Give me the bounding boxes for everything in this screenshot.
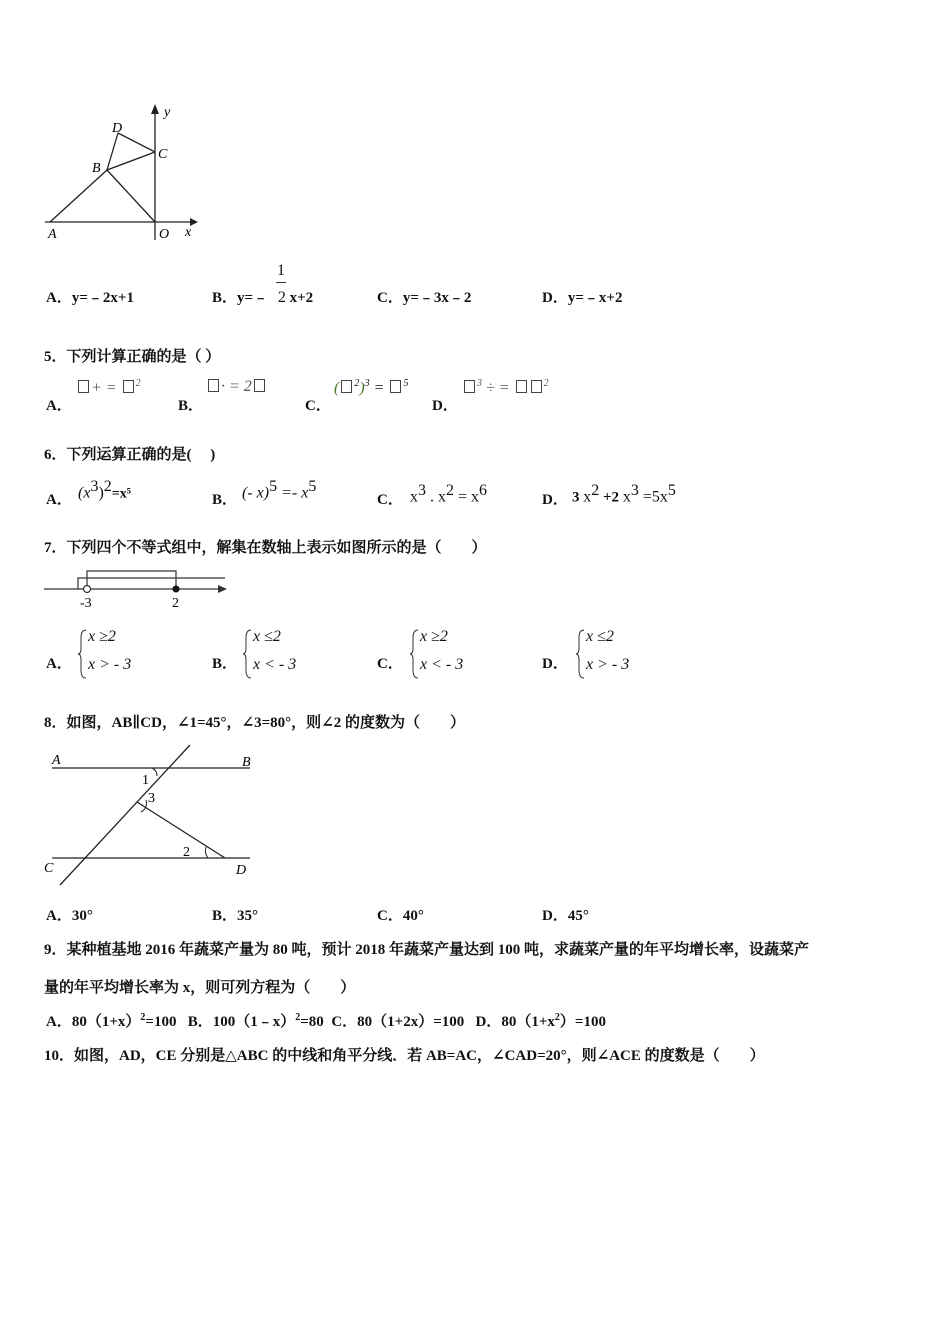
q7-option-b-system: x ≤2 x < - 3 — [243, 628, 323, 680]
q8-label-angle-3: 3 — [148, 791, 155, 806]
q6-option-a-expr: $(x^3)^2=x^5$ — [78, 478, 131, 502]
q7-option-a[interactable]: A． — [46, 656, 72, 672]
q7-option-d-system: x ≤2 x > - 3 — [576, 628, 656, 680]
q7-label-right: 2 — [172, 596, 179, 611]
q8-option-a[interactable]: A．30° — [46, 908, 93, 924]
q6-option-d-expr: 3 $x^2 +2$ $x^3 =5x^5$ — [572, 482, 676, 506]
q4-option-b[interactable]: B．y=﹣ 1 2 x+2 — [212, 262, 314, 306]
q5-option-a[interactable]: A． — [46, 398, 72, 414]
q5-option-c-expr: ( $^2$)$^3$ = $^5$ — [334, 378, 409, 397]
q7-option-b[interactable]: B． — [212, 656, 238, 672]
q4-label-a: A — [48, 227, 57, 242]
q6-option-b[interactable]: B． — [212, 492, 238, 508]
q6-option-c-expr: $x^3$ . $x^2 = x^6$ — [410, 482, 488, 506]
q5-stem: 5．下列计算正确的是（ ） — [44, 349, 221, 365]
q4-label-y: y — [164, 105, 171, 120]
q4-label-x: x — [185, 225, 192, 240]
q8-option-b[interactable]: B．35° — [212, 908, 259, 924]
q5-option-b-expr: · = 2 — [206, 378, 267, 396]
q7-option-d[interactable]: D． — [542, 656, 568, 672]
fraction-numerator: 1 — [277, 262, 285, 279]
q4-figure — [40, 100, 200, 245]
q5-option-a-expr: + = $^2$ — [76, 378, 141, 397]
q8-label-c: C — [44, 861, 54, 876]
q6-option-d[interactable]: D． — [542, 492, 568, 508]
q10-stem: 10．如图，AD，CE 分别是△ABC 的中线和角平分线．若 AB=AC，∠CAD=20°，则∠ACE 的度数是（ ） — [44, 1048, 765, 1064]
q9-option-b[interactable]: B．100（1﹣x）$^2$=80 — [187, 1012, 324, 1030]
q5-option-d[interactable]: D． — [432, 398, 458, 414]
q8-option-d[interactable]: D．45° — [542, 908, 589, 924]
q9-stem-line2: 量的年平均增长率为 x，则可列方程为（ ） — [44, 980, 356, 996]
q5-option-b[interactable]: B． — [178, 398, 204, 414]
q7-option-a-system: x ≥2 x > - 3 — [78, 628, 158, 680]
q8-label-d: D — [236, 863, 247, 878]
q9-stem-line1: 9．某种植基地 2016 年蔬菜产量为 80 吨，预计 2018 年蔬菜产量达到 100 吨，求蔬菜产量的年平均增长率，设蔬菜产 — [44, 942, 810, 958]
q7-stem: 7．下列四个不等式组中，解集在数轴上表示如图所示的是（ ） — [44, 540, 487, 556]
q4-option-c[interactable]: C．y=﹣3x﹣2 — [377, 290, 472, 306]
q4-label-c: C — [158, 147, 168, 162]
q8-label-a: A — [52, 753, 61, 768]
q5-option-c[interactable]: C． — [305, 398, 331, 414]
q4-option-d[interactable]: D．y=﹣x+2 — [542, 290, 623, 306]
q7-label-left: -3 — [80, 596, 92, 611]
q9-options — [46, 1010, 606, 1031]
q4-option-a[interactable]: A．y=﹣2x+1 — [46, 290, 134, 306]
q7-number-line — [40, 565, 235, 615]
q6-option-b-expr: (- $x)^5 =- x^5$ — [242, 478, 317, 502]
q9-option-a[interactable]: A．$80(1+x)^2=100$ — [46, 1012, 177, 1030]
q4-label-d: D — [112, 121, 123, 136]
q7-option-c-system: x ≥2 x < - 3 — [410, 628, 490, 680]
q6-stem: 6．下列运算正确的是( ) — [44, 447, 216, 463]
q8-stem: 8．如图，AB∥CD，∠1=45°，∠3=80°，则∠2 的度数为（ ） — [44, 715, 465, 731]
q7-option-c[interactable]: C． — [377, 656, 403, 672]
q5-option-d-expr: $^3$ ÷ = $^2$ — [462, 378, 549, 397]
q8-label-angle-1: 1 — [142, 773, 149, 788]
q4-label-b: B — [92, 161, 101, 176]
q9-option-c[interactable]: C．80（1+2x）=100 — [331, 1014, 465, 1030]
q8-label-angle-2: 2 — [183, 845, 190, 860]
fraction-denominator: 2 — [277, 289, 286, 306]
q8-label-b: B — [242, 755, 251, 770]
q6-option-a[interactable]: A． — [46, 492, 72, 508]
q8-figure — [40, 740, 270, 890]
q8-option-c[interactable]: C．40° — [377, 908, 424, 924]
q9-option-d[interactable]: D．$80(1+x^2)=100$ — [475, 1012, 606, 1030]
q4-label-o: O — [159, 227, 170, 242]
q6-option-c[interactable]: C． — [377, 492, 403, 508]
